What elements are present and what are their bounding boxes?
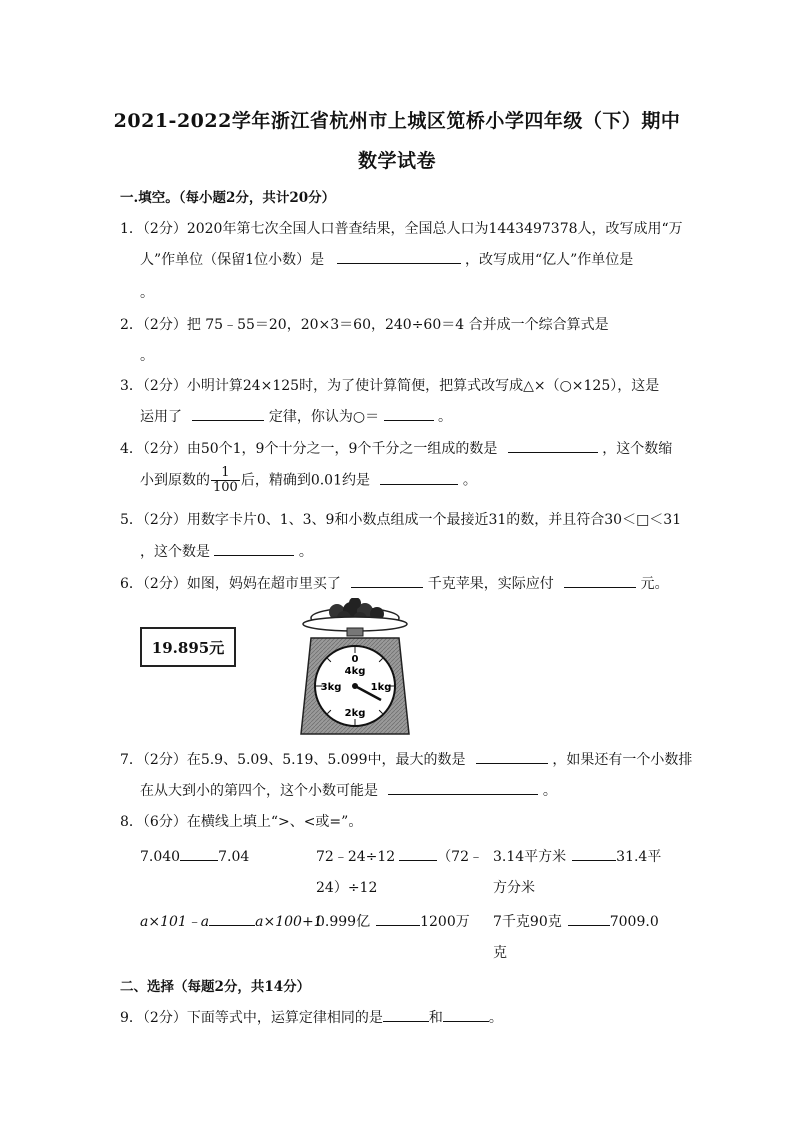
question-4-line-2 — [140, 466, 477, 495]
answer-blank[interactable] — [384, 406, 434, 421]
question-5-text-b: 。 — [298, 544, 313, 560]
fraction — [211, 466, 240, 495]
answer-blank[interactable] — [376, 911, 420, 926]
dial-label-2kg: 2kg — [344, 708, 366, 719]
question-7-line-1 — [120, 749, 692, 769]
page-title: 2021-2022学年浙江省杭州市上城区笕桥小学四年级（下）期中 — [113, 110, 681, 132]
question-9-text-c: 。 — [488, 1010, 503, 1026]
question-1-line-2 — [140, 249, 633, 269]
answer-blank[interactable] — [568, 911, 610, 926]
question-5-line-1: 5．（2分）用数字卡片0、1、3、9和小数点组成一个最接近31的数，并且符合30＜□＜31 — [120, 512, 682, 528]
compare-item-1 — [140, 846, 249, 865]
question-7-line-2 — [140, 780, 557, 800]
answer-blank[interactable] — [180, 846, 218, 861]
answer-blank[interactable] — [337, 249, 461, 264]
question-3-text-b: 定律，你认为○＝ — [268, 409, 380, 425]
answer-blank[interactable] — [572, 846, 616, 861]
compare-right: a×100+1 — [255, 914, 323, 930]
compare-left: a×101﹣a — [140, 914, 210, 930]
section-heading-fill-in: 一.填空。（每小题2分，共计20分） — [120, 190, 336, 206]
question-9-line-1 — [120, 1007, 503, 1027]
question-7-text-c: 在从大到小的第四个，这个小数可能是 — [140, 783, 378, 799]
compare-left: 72﹣24÷12 — [316, 849, 396, 865]
question-6-text-a: 6．（2分）如图，妈妈在超市里买了 — [120, 576, 341, 592]
question-6-text-b: 千克苹果，实际应付 — [427, 576, 554, 592]
question-4-text-b: ，这个数缩 — [602, 441, 673, 457]
question-1-line-1: 1．（2分）2020年第七次全国人口普查结果，全国总人口为1443497378人，改写成用“万 — [120, 221, 683, 237]
question-6-text-c: 元。 — [640, 576, 669, 592]
answer-blank[interactable] — [399, 846, 437, 861]
question-8-line-1: 8．（6分）在横线上填上“>、<或=”。 — [120, 814, 363, 830]
compare-item-3 — [493, 846, 661, 866]
question-5-text-a: ，这个数是 — [140, 544, 210, 560]
dial-label-3kg: 3kg — [320, 682, 342, 693]
compare-right: 7009.0 — [609, 914, 659, 930]
answer-blank[interactable] — [388, 780, 538, 795]
question-2-line-1: 2．（2分）把 75﹣55＝20，20×3＝60，240÷60＝4 合并成一个综合算式是 — [120, 317, 609, 333]
question-3-line-1: 3．（2分）小明计算24×125时，为了使计算简便，把算式改写成△×（○×125），这是 — [120, 378, 660, 394]
section-heading-choice: 二、选择（每题2分，共14分） — [120, 979, 311, 995]
compare-item-2 — [316, 846, 483, 866]
compare-left: 3.14平方米 — [493, 849, 567, 865]
dial-label-1kg: 1kg — [370, 682, 392, 693]
question-4-text-a: 4．（2分）由50个1，9个十分之一，9个千分之一组成的数是 — [120, 441, 498, 457]
question-4-line-1 — [120, 438, 672, 458]
question-1-text-a: 人”作单位（保留1位小数）是 — [140, 252, 325, 268]
answer-blank[interactable] — [192, 406, 264, 421]
compare-item-2-continued: 24）÷12 — [316, 880, 378, 896]
scale-dial — [315, 646, 395, 726]
page-subtitle: 数学试卷 — [357, 150, 436, 172]
question-4-text-d: 后，精确到0.01约是 — [240, 472, 370, 489]
question-1-line-3: 。 — [140, 285, 154, 301]
compare-item-6-continued: 克 — [493, 945, 507, 961]
question-6-line-1 — [120, 573, 669, 593]
answer-blank[interactable] — [443, 1007, 489, 1022]
question-3-text-a: 运用了 — [140, 409, 182, 425]
answer-blank[interactable] — [508, 438, 598, 453]
question-9-text-b: 和 — [428, 1010, 443, 1026]
compare-right: 7.04 — [218, 849, 250, 865]
question-1-text-b: ，改写成用“亿人”作单位是 — [464, 252, 634, 268]
dial-label-4kg: 4kg — [344, 666, 366, 677]
answer-blank[interactable] — [209, 911, 255, 926]
answer-blank[interactable] — [351, 573, 423, 588]
question-5-line-2 — [140, 541, 313, 561]
compare-item-6 — [493, 911, 659, 931]
kitchen-scale-image — [295, 598, 415, 738]
price-tag: 19.895元 — [140, 627, 236, 667]
answer-blank[interactable] — [380, 470, 458, 485]
question-4-text-c: 小到原数的 — [140, 472, 210, 489]
compare-right: 1200万 — [420, 914, 470, 930]
answer-blank[interactable] — [476, 749, 548, 764]
compare-left: 0.999亿 — [316, 914, 371, 930]
question-2-line-2: 。 — [140, 348, 154, 364]
compare-item-3-continued: 方分米 — [493, 880, 535, 896]
answer-blank[interactable] — [564, 573, 636, 588]
answer-blank[interactable] — [214, 541, 294, 556]
answer-blank[interactable] — [383, 1007, 429, 1022]
compare-left: 7.040 — [140, 849, 181, 865]
compare-item-4 — [140, 911, 323, 931]
question-3-text-c: 。 — [438, 409, 453, 425]
question-7-text-d: 。 — [542, 783, 557, 799]
question-4-text-e: 。 — [462, 472, 477, 489]
question-3-line-2 — [140, 406, 452, 426]
question-9-text-a: 9．（2分）下面等式中，运算定律相同的是 — [120, 1010, 383, 1026]
compare-right: （72﹣ — [437, 849, 484, 865]
fraction-numerator: 1 — [211, 466, 240, 481]
compare-item-5 — [316, 911, 470, 931]
question-7-text-a: 7．（2分）在5.9、5.09、5.19、5.099中，最大的数是 — [120, 752, 466, 768]
dial-label-0: 0 — [351, 654, 359, 665]
question-7-text-b: ，如果还有一个小数排 — [552, 752, 693, 768]
fraction-denominator: 100 — [213, 480, 238, 495]
compare-right: 31.4平 — [616, 849, 662, 865]
compare-left: 7千克90克 — [493, 914, 562, 930]
